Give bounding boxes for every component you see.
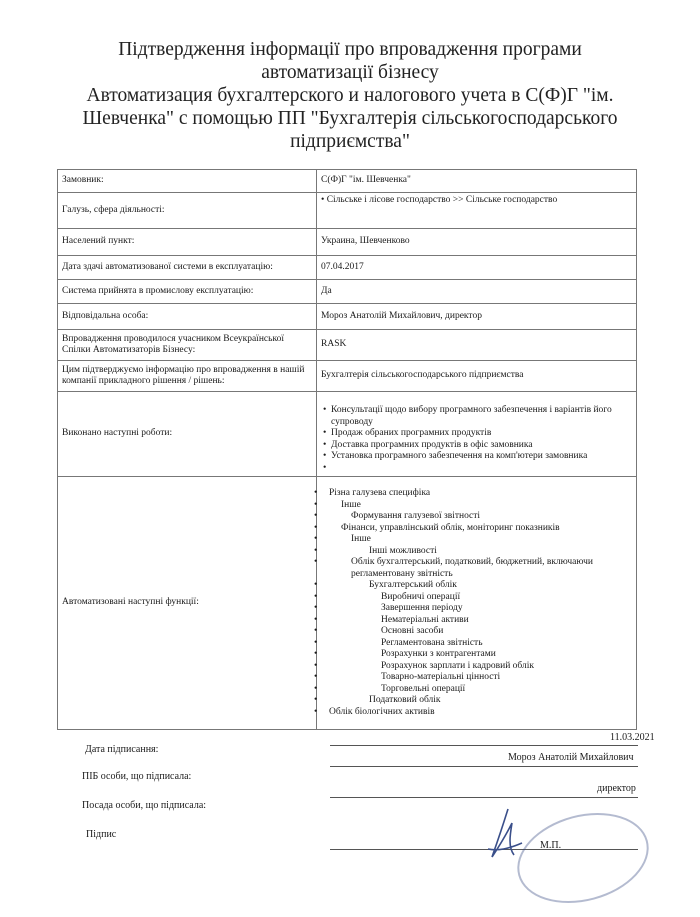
functions-list: [317, 477, 637, 730]
table-row: [58, 193, 637, 229]
table-row: [58, 229, 637, 256]
row-value: Да: [317, 280, 637, 304]
list-item: • Інші можливості: [321, 546, 632, 558]
list-item: • Фінанси, управлінський облік, моніторинг показників: [321, 523, 632, 535]
row-label: Автоматизовані наступні функції:: [58, 477, 317, 730]
table-row: [58, 304, 637, 330]
signing-date: 11.03.2021: [610, 732, 655, 743]
row-value: Бухгалтерія сільськогосподарського підприємства: [317, 361, 637, 392]
name-line: [330, 766, 638, 767]
row-value: Украина, Шевченково: [317, 229, 637, 256]
date-label: Дата підписання:: [85, 744, 159, 755]
row-label: Відповідальна особа:: [58, 304, 317, 330]
works-list: [317, 392, 637, 477]
list-item: • Інше: [321, 500, 632, 512]
table-row: [58, 170, 637, 193]
handwritten-signature: [478, 805, 538, 865]
list-item: • Податковий облік: [321, 695, 632, 707]
row-value: С(Ф)Г "ім. Шевченка": [317, 170, 637, 193]
row-value: RASK: [317, 330, 637, 361]
list-item: • Основні засоби: [321, 626, 632, 638]
row-label: Замовник:: [58, 170, 317, 193]
table-row: [58, 361, 637, 392]
list-item: • Інше: [321, 534, 632, 546]
row-label: Населений пункт:: [58, 229, 317, 256]
seal-label: М.П.: [540, 840, 562, 851]
document-title: [40, 38, 660, 153]
list-item: • Торговельні операції: [321, 684, 632, 696]
date-line: [330, 745, 638, 746]
row-label: Виконано наступні роботи:: [58, 392, 317, 477]
title-line: підприємства": [290, 131, 410, 152]
list-item: • Продаж обраних програмних продуктів: [331, 428, 632, 440]
list-item: • Розрахунок зарплати і кадровий облік: [321, 661, 632, 673]
list-item: • Регламентована звітність: [321, 638, 632, 650]
row-label: Галузь, сфера діяльності:: [58, 193, 317, 229]
list-item: • Завершення періоду: [321, 603, 632, 615]
table-row: [58, 477, 637, 730]
row-label: Цим підтверджуємо інформацію про впровадження в нашій компанії прикладного рішення / рішень:: [58, 361, 317, 392]
position-label: Посада особи, що підписала:: [82, 800, 207, 811]
position-line: [330, 797, 638, 798]
row-label: Впровадження проводилося учасником Всеукраїнської Спілки Автоматизаторів Бізнесу:: [58, 330, 317, 361]
signer-name: Мороз Анатолій Михайлович: [508, 752, 634, 763]
list-item: • Нематеріальні активи: [321, 615, 632, 627]
list-item: • Різна галузева специфіка: [321, 488, 632, 500]
title-line: Шевченка" с помощью ПП "Бухгалтерія сільськогосподарського: [82, 108, 618, 129]
row-label: Система прийнята в промислову експлуатацію:: [58, 280, 317, 304]
list-item: • Установка програмного забезпечення на комп'ютери замовника: [331, 451, 632, 463]
list-item: • Облік біологічних активів: [321, 707, 632, 719]
name-label: ПІБ особи, що підписала:: [82, 771, 192, 782]
list-item: • Формування галузевої звітності: [321, 511, 632, 523]
list-item: • Облік бухгалтерський, податковий, бюджетний, включаючи регламентовану звітність: [321, 557, 632, 580]
table-row: [58, 256, 637, 280]
row-value: • Сільське і лісове господарство >> Сільське господарство: [317, 193, 637, 229]
table-row: [58, 392, 637, 477]
row-value: Мороз Анатолій Михайлович, директор: [317, 304, 637, 330]
table-row: [58, 330, 637, 361]
list-item: • Доставка програмних продуктів в офіс замовника: [331, 440, 632, 452]
title-line: автоматизації бізнесу: [261, 62, 439, 83]
list-item: • Товарно-матеріальні цінності: [321, 672, 632, 684]
list-item: • Бухгалтерський облік: [321, 580, 632, 592]
row-label: Дата здачі автоматизованої системи в експлуатацію:: [58, 256, 317, 280]
title-line: Автоматизация бухгалтерского и налогового учета в С(Ф)Г "ім.: [86, 85, 614, 106]
title-line: Підтвердження інформації про впровадження програми: [118, 39, 582, 60]
table-row: [58, 280, 637, 304]
info-table: [57, 169, 637, 730]
list-item: • Виробничі операції: [321, 592, 632, 604]
row-value: 07.04.2017: [317, 256, 637, 280]
signer-position: директор: [597, 783, 636, 794]
signature-label: Підпис: [86, 829, 117, 840]
list-item: • Консультації щодо вибору програмного забезпечення і варіантів його супроводу: [331, 405, 632, 428]
list-item: • Розрахунки з контрагентами: [321, 649, 632, 661]
